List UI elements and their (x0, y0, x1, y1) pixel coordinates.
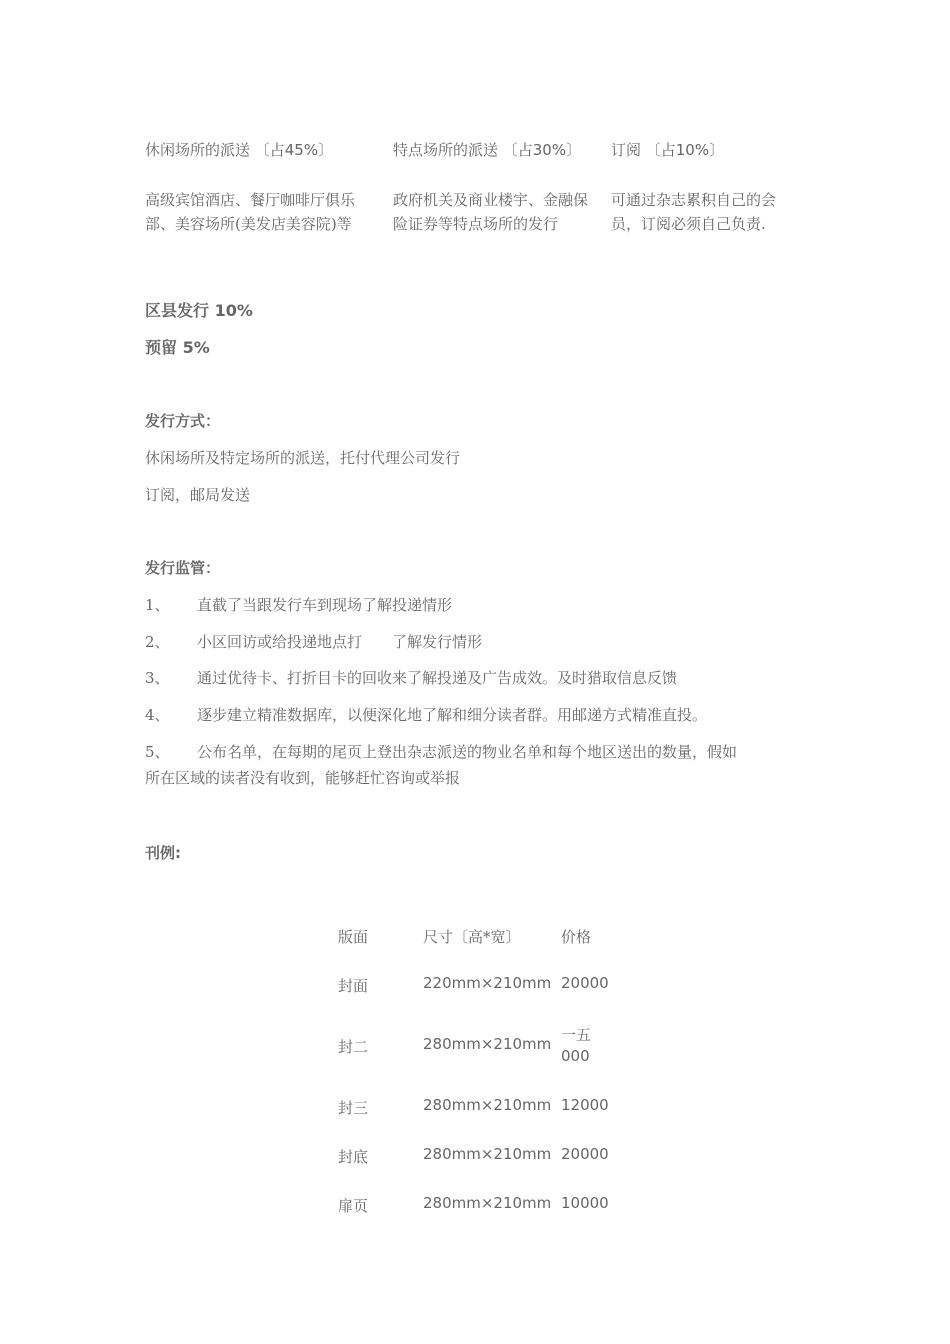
supervision-item-3 (145, 667, 677, 688)
rate-row-page: 扉页 (338, 1197, 369, 1215)
item-number: 1、 (145, 596, 170, 614)
rate-row-page: 封二 (338, 1038, 369, 1056)
channel-leisure-desc-line1: 高级宾馆酒店、餐厅咖啡厅俱乐 (145, 191, 356, 209)
channel-leisure-header: 休闲场所的派送 〔占45%〕 (145, 141, 334, 159)
county-distribution: 区县发行 10% (145, 301, 253, 320)
rate-row-price: 20000 (561, 974, 609, 992)
rate-row-size: 280mm×210mm (423, 1194, 552, 1212)
rate-row-size: 280mm×210mm (423, 1035, 552, 1053)
item-text: 小区回访或给投递地点打 了解发行情形 (197, 633, 483, 651)
rate-row-price: 12000 (561, 1096, 609, 1114)
supervision-item-1 (145, 594, 452, 615)
item-number: 4、 (145, 706, 170, 724)
item-text: 通过优待卡、打折目卡的回收来了解投递及广告成效。及时猎取信息反馈 (197, 669, 678, 687)
rates-column-size: 尺寸〔高*宽〕 (423, 928, 521, 946)
channel-subscription-header: 订阅 〔占10%〕 (611, 141, 725, 159)
rate-row-page: 封面 (338, 977, 369, 995)
channel-special-desc-line2: 险证券等特点场所的发行 (393, 215, 559, 233)
supervision-item-5-continuation: 所在区域的读者没有收到，能够赶忙咨询或举报 (145, 769, 461, 787)
item-number: 2、 (145, 633, 170, 651)
rate-row-price: 20000 (561, 1145, 609, 1163)
methods-line-1: 休闲场所及特定场所的派送，托付代理公司发行 (145, 449, 461, 467)
item-text: 逐步建立精准数据库，以便深化地了解和细分读者群。用邮递方式精准直投。 (197, 706, 708, 724)
supervision-item-2 (145, 631, 482, 652)
item-text: 公布名单，在每期的尾页上登出杂志派送的物业名单和每个地区送出的数量，假如 (197, 743, 738, 761)
rate-row-size: 220mm×210mm (423, 974, 552, 992)
rate-row-page: 封三 (338, 1099, 369, 1117)
rate-row-size: 280mm×210mm (423, 1145, 552, 1163)
channel-special-desc-line1: 政府机关及商业楼宇、金融保 (393, 191, 589, 209)
supervision-item-4 (145, 704, 707, 725)
rates-column-page: 版面 (338, 928, 369, 946)
item-number: 5、 (145, 743, 170, 761)
supervision-heading: 发行监管： (145, 559, 221, 577)
rate-row-price-line2: 000 (561, 1047, 590, 1065)
rates-heading: 刊例: (145, 844, 181, 862)
rate-row-price-line1: 一五 (561, 1026, 592, 1044)
reserve-share: 预留 5% (145, 338, 210, 357)
item-number: 3、 (145, 669, 170, 687)
channel-subscription-desc-line1: 可通过杂志累积自己的会 (611, 191, 777, 209)
channel-special-header: 特点场所的派送 〔占30%〕 (393, 141, 582, 159)
rates-column-price: 价格 (561, 928, 592, 946)
channel-subscription-desc-line2: 员，订阅必须自己负责. (611, 215, 766, 233)
rate-row-page: 封底 (338, 1148, 369, 1166)
rate-row-price: 10000 (561, 1194, 609, 1212)
rate-row-size: 280mm×210mm (423, 1096, 552, 1114)
methods-heading: 发行方式： (145, 412, 221, 430)
methods-line-2: 订阅，邮局发送 (145, 486, 251, 504)
channel-leisure-desc-line2: 部、美容场所(美发店美容院)等 (145, 215, 352, 233)
item-text: 直截了当跟发行车到现场了解投递情形 (197, 596, 453, 614)
supervision-item-5 (145, 741, 737, 762)
